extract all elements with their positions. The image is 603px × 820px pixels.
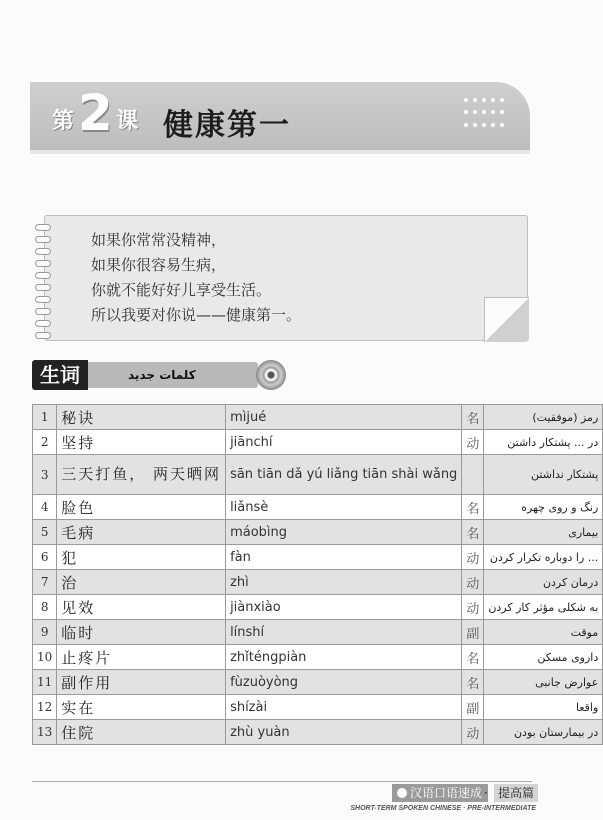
poem-note bbox=[44, 215, 528, 341]
table-row bbox=[33, 430, 603, 455]
row-pinyin: línshí bbox=[226, 620, 462, 645]
table-row bbox=[33, 570, 603, 595]
spiral-binding-icon bbox=[35, 224, 55, 344]
row-definition: در ... پشتکار داشتن bbox=[484, 430, 603, 455]
row-word: 坚持 bbox=[57, 430, 226, 455]
footer-rule bbox=[32, 781, 532, 782]
row-number: 8 bbox=[33, 595, 57, 620]
row-pos: 名 bbox=[462, 405, 484, 430]
row-definition: واقعا bbox=[484, 695, 603, 720]
row-word: 住院 bbox=[57, 720, 226, 745]
row-number: 13 bbox=[33, 720, 57, 745]
row-word: 犯 bbox=[57, 545, 226, 570]
table-row bbox=[33, 455, 603, 495]
row-word: 副作用 bbox=[57, 670, 226, 695]
vocab-tag: 生词 bbox=[32, 360, 88, 390]
row-number: 10 bbox=[33, 645, 57, 670]
row-pos bbox=[462, 455, 484, 495]
row-pinyin: zhù yuàn bbox=[226, 720, 462, 745]
table-row bbox=[33, 695, 603, 720]
row-pos: 动 bbox=[462, 720, 484, 745]
row-pinyin: shízài bbox=[226, 695, 462, 720]
row-definition: ... را دوباره تکرار کردن bbox=[484, 545, 603, 570]
row-pinyin: jiànxiào bbox=[226, 595, 462, 620]
audio-cd-icon[interactable] bbox=[256, 360, 286, 390]
row-word: 临时 bbox=[57, 620, 226, 645]
table-row bbox=[33, 520, 603, 545]
row-number: 2 bbox=[33, 430, 57, 455]
footer-english-title: SHORT-TERM SPOKEN CHINESE · PRE-INTERMEDIATE bbox=[350, 805, 536, 812]
row-word: 秘诀 bbox=[57, 405, 226, 430]
poem-line: 所以我要对你说——健康第一。 bbox=[91, 306, 302, 324]
poem-line: 如果你常常没精神， bbox=[91, 231, 227, 249]
row-number: 4 bbox=[33, 495, 57, 520]
row-definition: داروی مسکن bbox=[484, 645, 603, 670]
row-word: 脸色 bbox=[57, 495, 226, 520]
row-pinyin: zhǐténgpiàn bbox=[226, 645, 462, 670]
row-pos: 动 bbox=[462, 570, 484, 595]
row-number: 11 bbox=[33, 670, 57, 695]
row-definition: به شکلی مؤثر کار کردن bbox=[484, 595, 603, 620]
row-word: 治 bbox=[57, 570, 226, 595]
row-definition: رنگ و روی چهره bbox=[484, 495, 603, 520]
row-pos: 动 bbox=[462, 595, 484, 620]
row-number: 6 bbox=[33, 545, 57, 570]
poem-line: 如果你很容易生病， bbox=[91, 256, 227, 274]
row-word: 见效 bbox=[57, 595, 226, 620]
row-pinyin: jiānchí bbox=[226, 430, 462, 455]
row-pos: 副 bbox=[462, 695, 484, 720]
page-curl-icon bbox=[484, 297, 529, 342]
row-pos: 动 bbox=[462, 430, 484, 455]
lesson-suffix: 课 bbox=[116, 109, 139, 134]
row-definition: درمان کردن bbox=[484, 570, 603, 595]
lesson-title: 健康第一 bbox=[163, 108, 291, 143]
row-pinyin: fùzuòyòng bbox=[226, 670, 462, 695]
lesson-number: 2 bbox=[78, 84, 113, 142]
footer-series bbox=[392, 784, 488, 802]
row-pinyin: liǎnsè bbox=[226, 495, 462, 520]
row-pos: 名 bbox=[462, 645, 484, 670]
table-row bbox=[33, 405, 603, 430]
footer-dot-icon bbox=[397, 788, 407, 798]
vocab-table bbox=[32, 404, 603, 745]
row-word: 三天打鱼， 两天晒网 bbox=[57, 455, 226, 495]
row-definition: بیماری bbox=[484, 520, 603, 545]
row-pos: 名 bbox=[462, 670, 484, 695]
table-row bbox=[33, 595, 603, 620]
row-pinyin: sān tiān dǎ yú liǎng tiān shài wǎng bbox=[226, 455, 462, 495]
row-number: 12 bbox=[33, 695, 57, 720]
row-definition: در بیمارستان بودن bbox=[484, 720, 603, 745]
row-pos: 名 bbox=[462, 495, 484, 520]
footer-series-text: 汉语口语速成 bbox=[410, 786, 483, 800]
lesson-banner bbox=[30, 82, 530, 150]
row-number: 1 bbox=[33, 405, 57, 430]
table-row bbox=[33, 545, 603, 570]
row-word: 实在 bbox=[57, 695, 226, 720]
table-row bbox=[33, 645, 603, 670]
row-pinyin: zhì bbox=[226, 570, 462, 595]
row-number: 3 bbox=[33, 455, 57, 495]
table-row bbox=[33, 620, 603, 645]
row-word: 止疼片 bbox=[57, 645, 226, 670]
row-number: 9 bbox=[33, 620, 57, 645]
row-number: 5 bbox=[33, 520, 57, 545]
dots-decoration-icon bbox=[464, 98, 506, 132]
row-definition: عوارض جانبی bbox=[484, 670, 603, 695]
row-number: 7 bbox=[33, 570, 57, 595]
poem-line: 你就不能好好儿享受生活。 bbox=[91, 281, 272, 299]
row-pos: 副 bbox=[462, 620, 484, 645]
row-pinyin: máobìng bbox=[226, 520, 462, 545]
table-row bbox=[33, 720, 603, 745]
banner-shadow bbox=[30, 150, 530, 154]
table-row bbox=[33, 670, 603, 695]
row-pinyin: mìjué bbox=[226, 405, 462, 430]
lesson-prefix: 第 bbox=[52, 109, 75, 134]
table-row bbox=[33, 495, 603, 520]
row-definition: موقت bbox=[484, 620, 603, 645]
poem-text bbox=[91, 228, 301, 328]
row-pos: 动 bbox=[462, 545, 484, 570]
footer-bullet: · bbox=[484, 786, 488, 800]
row-word: 毛病 bbox=[57, 520, 226, 545]
row-definition: رمز (موفقیت) bbox=[484, 405, 603, 430]
vocab-subtitle: كلمات جديد bbox=[128, 368, 196, 382]
row-pinyin: fàn bbox=[226, 545, 462, 570]
footer-level: 提高篇 bbox=[494, 784, 538, 802]
row-definition: پشتکار نداشتن bbox=[484, 455, 603, 495]
row-pos: 名 bbox=[462, 520, 484, 545]
